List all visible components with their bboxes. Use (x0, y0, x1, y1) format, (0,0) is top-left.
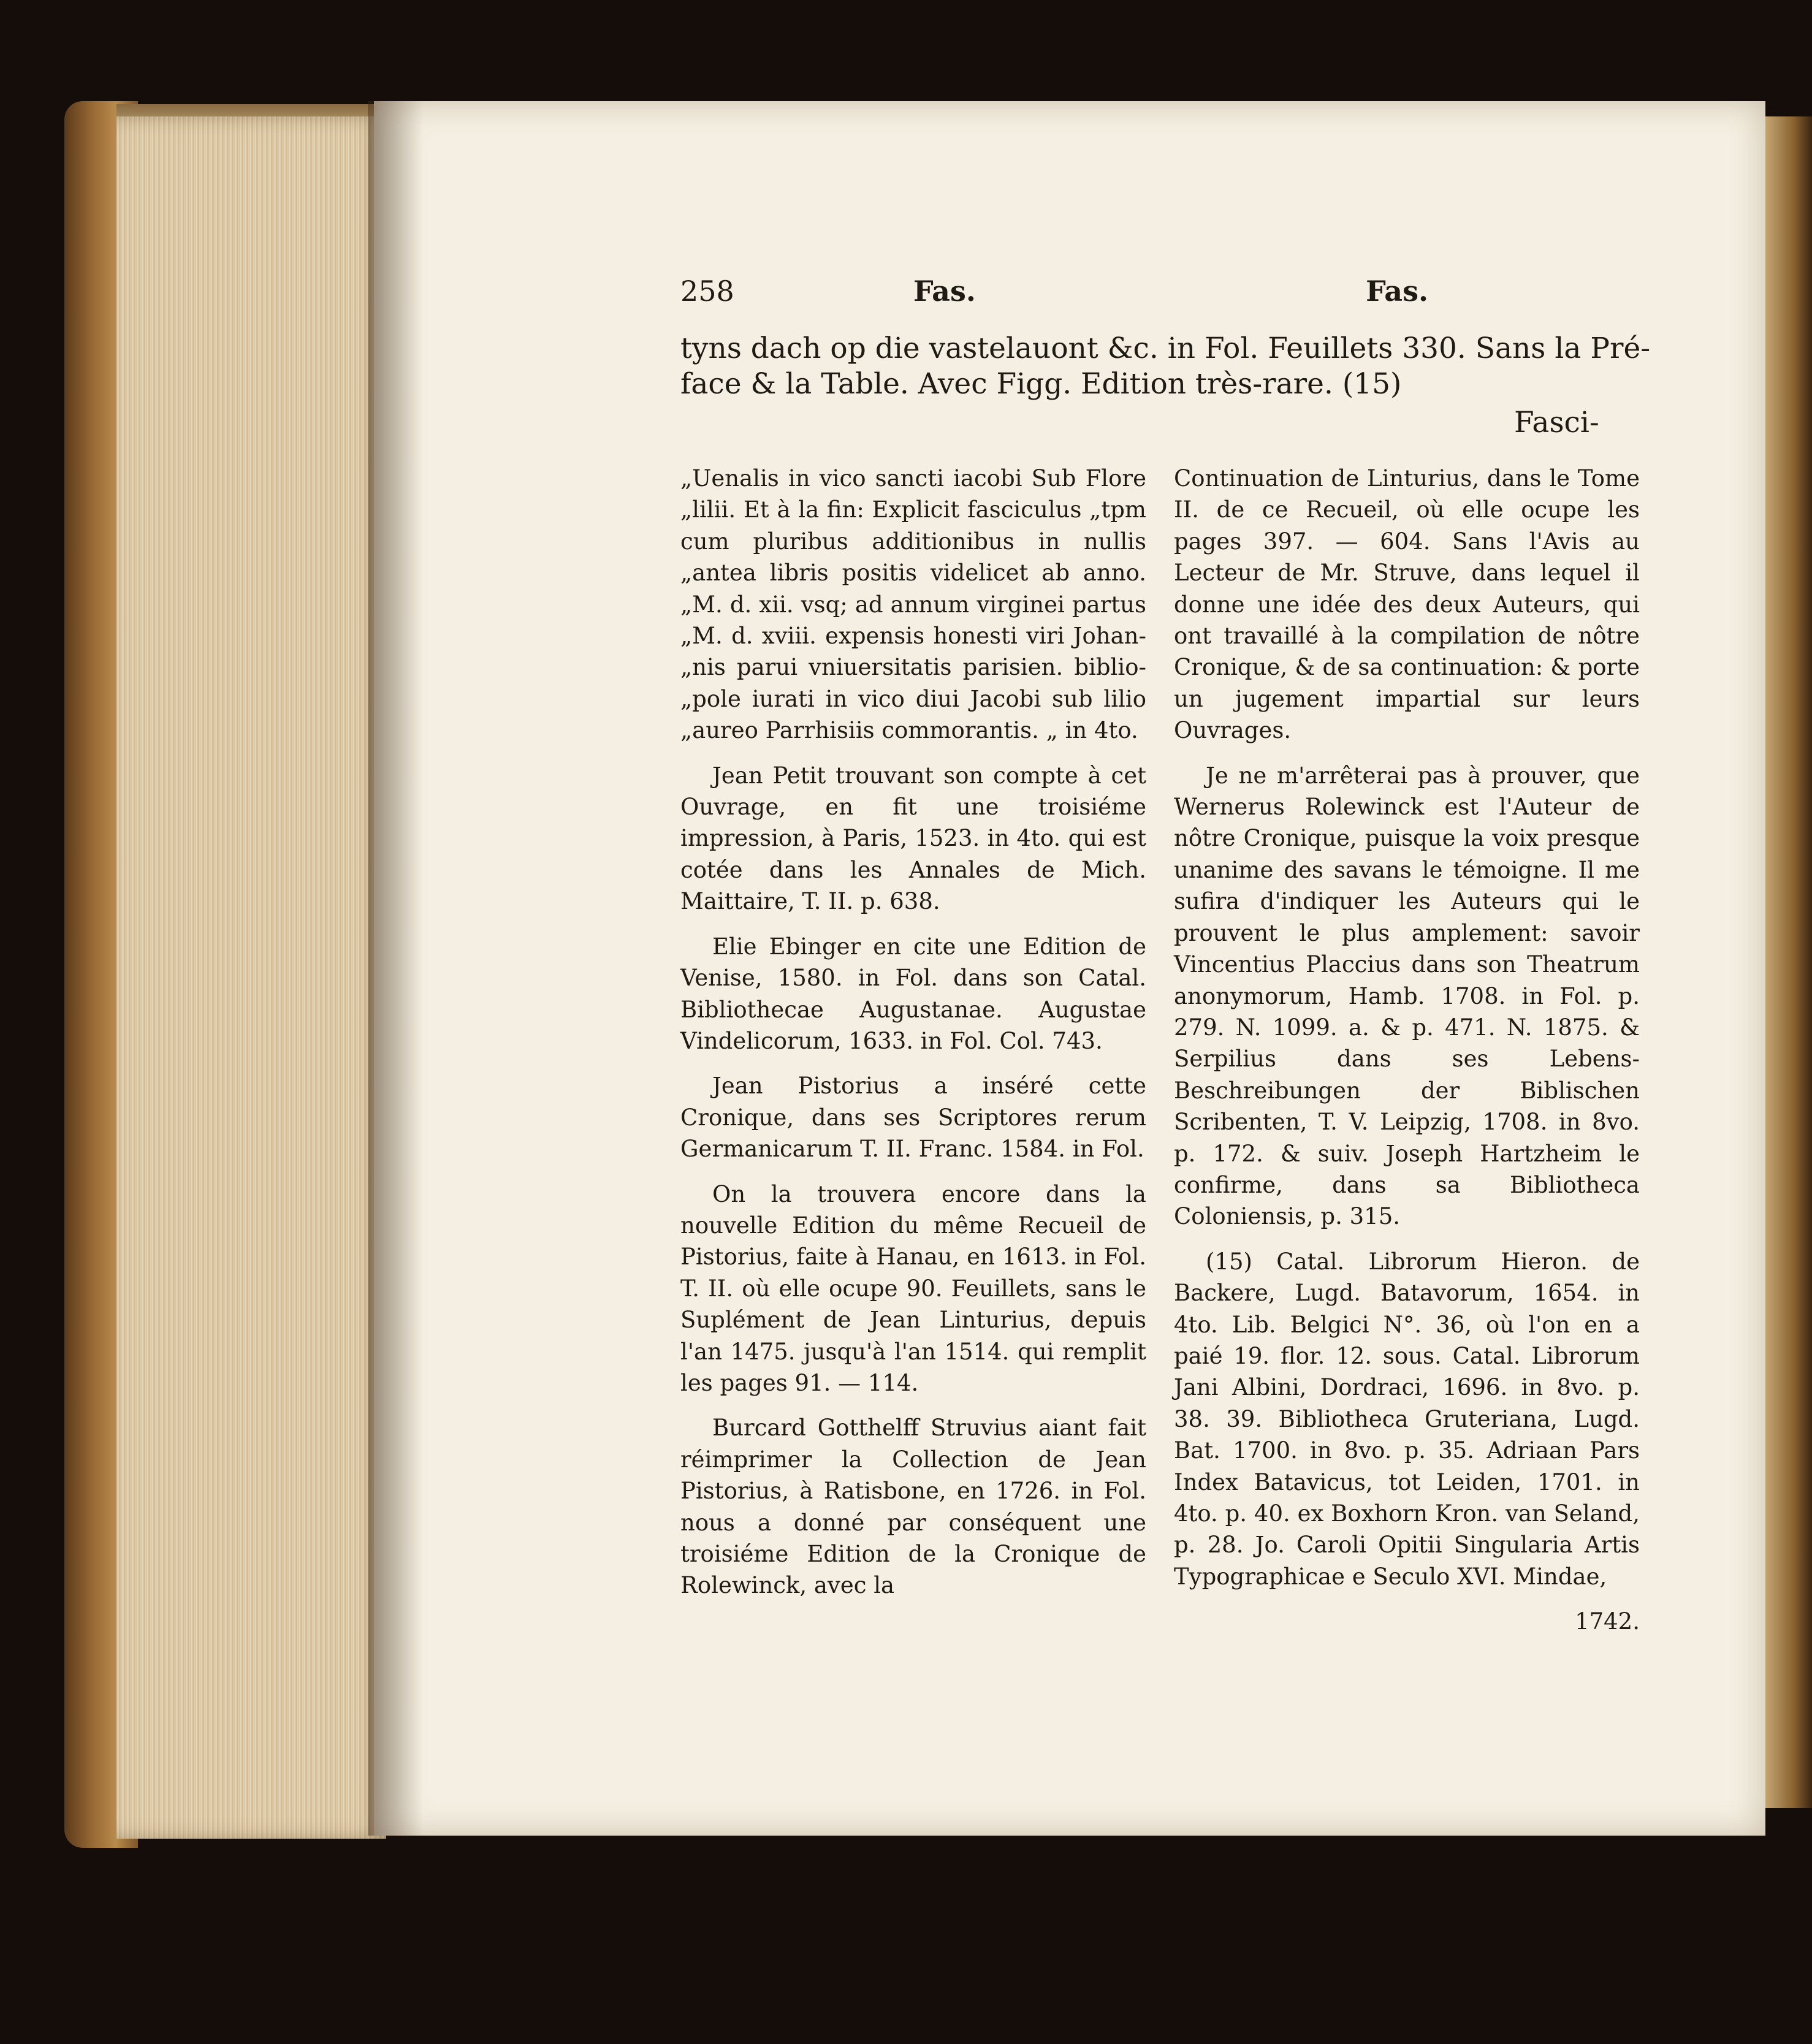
facing-page-edge (1765, 116, 1812, 1808)
paragraph: Elie Ebinger en cite une Edition de Venise, 1580. in Fol. dans son Catal. Bibliothecae Augustanae. Augustae Vindelicorum, 1633. in Fol. Col. 743. (680, 933, 1146, 1054)
paragraph: „Uenalis in vico sancti iacobi Sub Flore „lilii. Et à la fin: Explicit fasciculus „tpm cum pluribus additionibus in nullis „antea libris positis videlicet ab anno. „M. d. xii. vsq; ad annum virginei partus „M. d. xviii. expensis honesti viri Johan- „nis parui vniuersitatis parisien. biblio- „pole iurati in vico diui Jacobi sub lilio „aureo Parrhisiis commorantis. „ in 4to. (680, 465, 1146, 744)
running-head-right: Fas. (1366, 275, 1428, 308)
page-number: 258 (680, 275, 734, 308)
paragraph: Continuation de Linturius, dans le Tome II. de ce Recueil, où elle ocupe les pages 397. — 604. Sans l'Avis au Lecteur de Mr. Struve, dans lequel il donne une idée des deux Auteurs, qui ont travaillé à la compilation de nôtre Cronique, & de sa continuation: & porte un jugement impartial sur leurs Ouvrages. (1174, 465, 1640, 744)
right-column (1174, 463, 1640, 1651)
running-head-left: Fas. (913, 275, 976, 308)
footnote: (15) Catal. Librorum Hieron. de Backere, Lugd. Batavorum, 1654. in 4to. Lib. Belgici N°. 36, où l'on en a paié 19. flor. 12. sous. Catal. Librorum Jani Albini, Dordraci, 1696. in 8vo. p. 38. 39. Bibliotheca Gruteriana, Lugd. Bat. 1700. in 8vo. p. 35. Adriaan Pars Index Batavicus, tot Leiden, 1701. in 4to. p. 40. ex Boxhorn Kron. van Seland, p. 28. Jo. Caroli Opitii Singularia Artis Typographicae e Seculo XVI. Mindae, (1174, 1248, 1640, 1590)
catchword-top: Fasci- (1514, 406, 1599, 439)
paragraph: Jean Petit trouvant son compte à cet Ouvrage, en fit une troisiéme impression, à Paris, 1523. in 4to. qui est cotée dans les Annales de Mich. Maittaire, T. II. p. 638. (680, 762, 1146, 915)
top-line: tyns dach op die vastelauont &c. in Fol. Feuillets 330. Sans la Pré- (680, 332, 1651, 365)
top-line: face & la Table. Avec Figg. Edition très-rare. (15) (680, 367, 1402, 401)
running-head (680, 275, 1441, 311)
paragraph: On la trouvera encore dans la nouvelle Edition du même Recueil de Pistorius, faite à Hanau, en 1613. in Fol. T. II. où elle ocupe 90. Feuillets, sans le Suplément de Jean Linturius, depuis l'an 1475. jusqu'à l'an 1514. qui remplit les pages 91. — 114. (680, 1180, 1146, 1396)
catchword-bottom: 1742. (1575, 1608, 1640, 1635)
gutter-shadow (368, 101, 423, 1836)
page-block-edges (116, 116, 386, 1839)
left-column (680, 463, 1146, 1615)
paragraph: Jean Pistorius a inséré cette Cronique, dans ses Scriptores rerum Germanicarum T. II. Franc. 1584. in Fol. (680, 1073, 1146, 1163)
paragraph: Burcard Gotthelff Struvius aiant fait réimprimer la Collection de Jean Pistorius, à Ratisbone, en 1726. in Fol. nous a donné par conséquent une troisiéme Edition de la Cronique de Rolewinck, avec la (680, 1415, 1146, 1599)
top-paragraph (680, 331, 1655, 402)
paragraph: Je ne m'arrêterai pas à prouver, que Wernerus Rolewinck est l'Auteur de nôtre Cronique, puisque la voix presque unanime des savans le témoigne. Il me sufira d'indiquer les Auteurs qui le prouvent le plus amplement: savoir Vincentius Placcius dans son Theatrum anonymorum, Hamb. 1708. in Fol. p. 279. N. 1099. a. & p. 471. N. 1875. & Serpilius dans ses Lebens-Beschreibungen der Biblischen Scribenten, T. V. Leipzig, 1708. in 8vo. p. 172. & suiv. Joseph Hartzheim le confirme, dans sa Bibliotheca Coloniensis, p. 315. (1174, 762, 1640, 1230)
